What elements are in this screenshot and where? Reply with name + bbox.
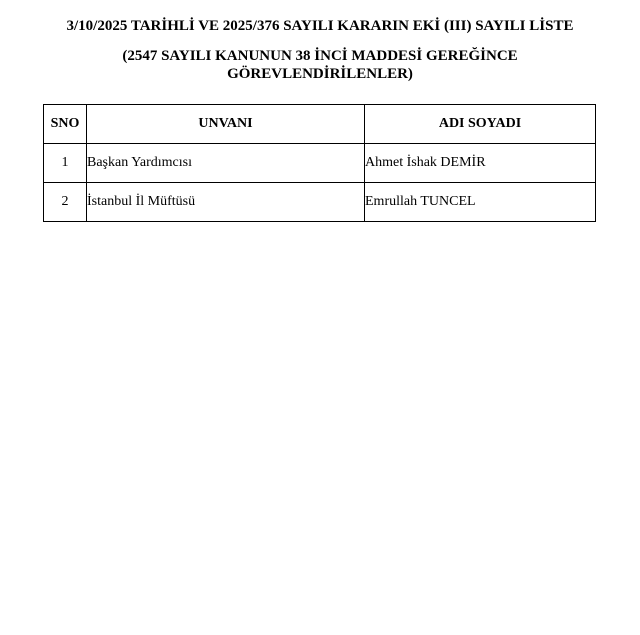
row-sno: 1 [44, 144, 87, 183]
column-header-sno: SNO [44, 105, 87, 144]
appointment-table [43, 104, 596, 222]
table-header-row [44, 105, 596, 144]
column-header-unvan: UNVANI [87, 105, 365, 144]
row-unvan: Başkan Yardımcısı [87, 144, 365, 183]
list-title: 3/10/2025 TARİHLİ VE 2025/376 SAYILI KARARIN EKİ (III) SAYILI LİSTE [66, 18, 574, 34]
row-unvan: İstanbul İl Müftüsü [87, 183, 365, 222]
column-header-adi-soyadi: ADI SOYADI [365, 105, 596, 144]
table-row [44, 144, 596, 183]
row-sno: 2 [44, 183, 87, 222]
row-adi-soyadi: Emrullah TUNCEL [365, 183, 596, 222]
table-row [44, 183, 596, 222]
list-subtitle-line-1: (2547 SAYILI KANUNUN 38 İNCİ MADDESİ GEREĞİNCE [122, 48, 518, 64]
list-subtitle-line-2: GÖREVLENDİRİLENLER) [227, 66, 413, 82]
row-adi-soyadi: Ahmet İshak DEMİR [365, 144, 596, 183]
